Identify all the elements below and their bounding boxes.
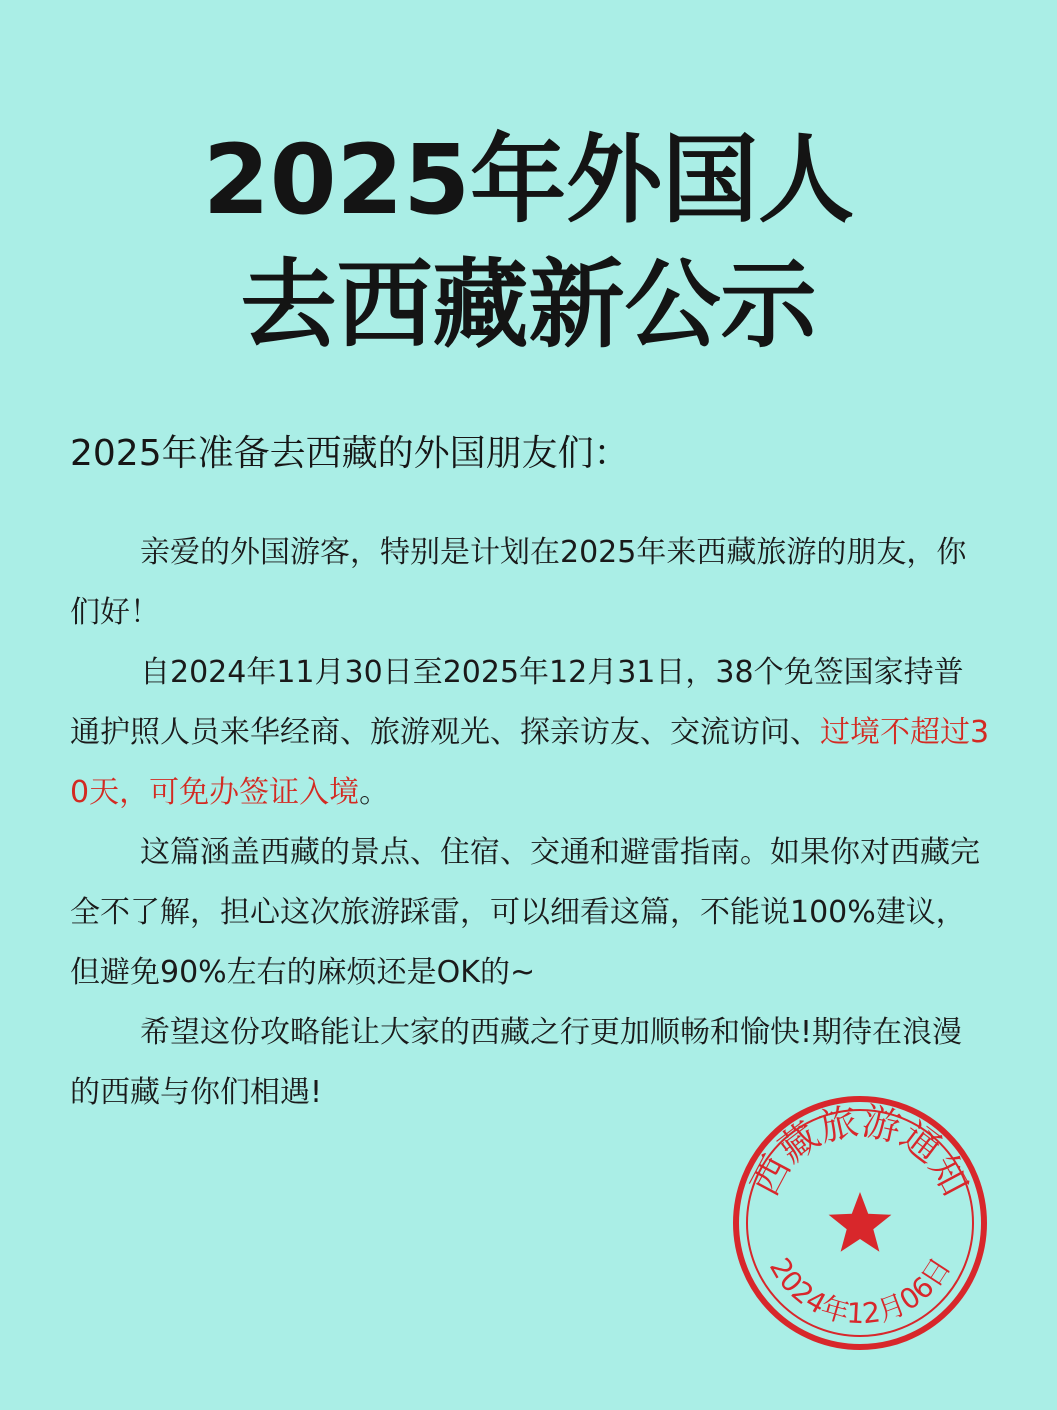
paragraph-4: 希望这份攻略能让大家的西藏之行更加顺畅和愉快!期待在浪漫的西藏与你们相遇! (70, 1015, 963, 1110)
title-line-1: 2025年外国人 (202, 124, 855, 236)
paragraph-3: 这篇涵盖西藏的景点、住宿、交通和避雷指南。如果你对西藏完全不了解，担心这次旅游踩雷，可以细看这篇，不能说100%建议，但避免90%左右的麻烦还是OK的~ (70, 835, 980, 990)
paragraph-2-start: 自2024年11月30日至2025年12月31日，38个免签国家持普通护照人员来华经商、旅游观光、探亲访友、交流访问、 (70, 655, 964, 750)
title-line-2: 去西藏新公示 (240, 249, 817, 361)
visa-free-highlight: 过境不超过30天，可免办签证入境 (70, 715, 990, 810)
stamp-date-text: 2024年12月06日 (762, 1251, 958, 1331)
paragraph-2 (70, 643, 990, 823)
star-icon (829, 1192, 892, 1252)
paragraph-2-end: 。 (359, 775, 390, 810)
notice-body (70, 523, 990, 1123)
paragraph-1: 亲爱的外国游客，特别是计划在2025年来西藏旅游的朋友，你们好！ (70, 535, 967, 630)
greeting: 2025年准备去西藏的外国朋友们： (70, 433, 630, 474)
official-stamp (732, 1095, 988, 1351)
stamp-top-text: 西藏旅游通知 (742, 1098, 978, 1203)
